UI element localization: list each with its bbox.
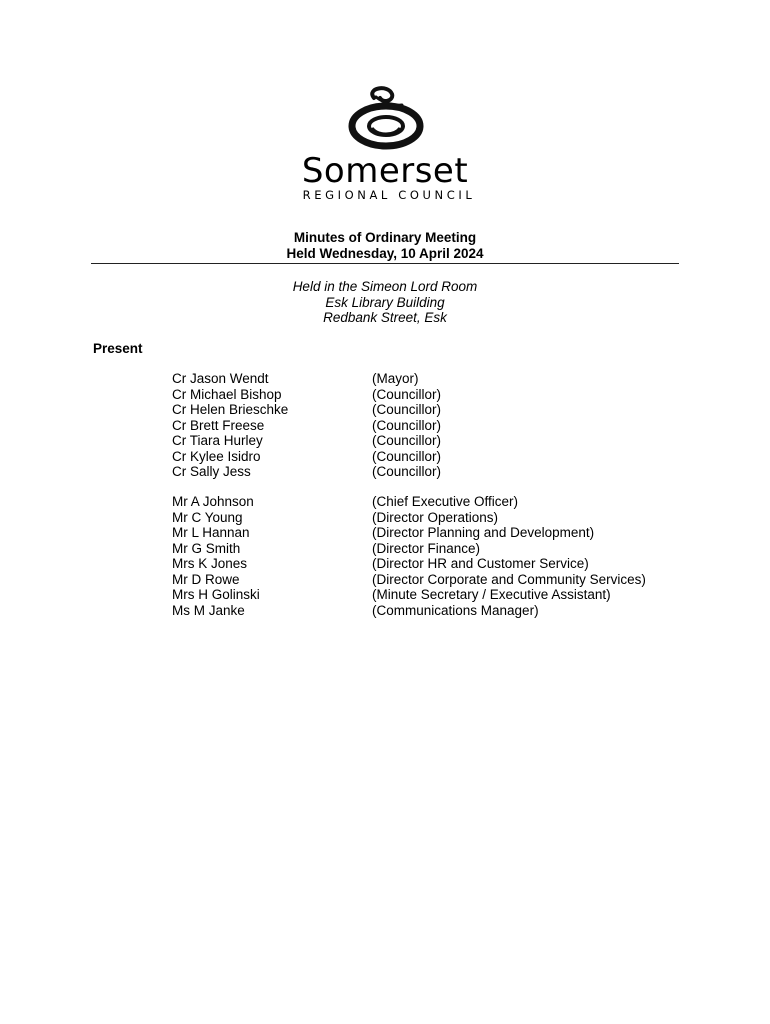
attendee-name: Mr G Smith <box>172 540 241 556</box>
attendee-row <box>172 418 692 434</box>
attendee-role: (Mayor) <box>372 371 419 386</box>
councillor-list <box>172 371 692 480</box>
attendee-name: Mr L Hannan <box>172 525 250 540</box>
attendee-row <box>172 510 692 526</box>
attendee-role: (Director Operations) <box>372 509 499 525</box>
attendee-role: (Minute Secretary / Executive Assistant) <box>372 587 611 602</box>
attendee-row <box>172 402 692 418</box>
attendee-role: (Councillor) <box>372 402 442 417</box>
attendee-role: (Communications Manager) <box>372 602 539 618</box>
attendee-name: Cr Sally Jess <box>172 464 251 479</box>
attendee-name: Mr A Johnson <box>172 494 254 509</box>
attendee-row <box>172 603 692 619</box>
attendee-name: Cr Michael Bishop <box>172 386 282 402</box>
attendee-row <box>172 449 692 465</box>
attendee-role: (Councillor) <box>372 448 442 464</box>
attendee-name: Cr Kylee Isidro <box>172 448 261 464</box>
attendee-row <box>172 433 692 449</box>
title-line-1: Minutes of Ordinary Meeting <box>293 230 477 245</box>
attendee-role: (Councillor) <box>372 433 442 448</box>
attendee-row <box>172 525 692 541</box>
present-heading: Present <box>93 341 143 356</box>
attendee-name: Cr Brett Freese <box>172 417 265 433</box>
attendee-role: (Councillor) <box>372 417 442 433</box>
attendee-row <box>172 572 692 588</box>
attendee-row <box>172 371 692 387</box>
attendee-role: (Councillor) <box>372 464 442 479</box>
attendee-name: Mr C Young <box>172 509 243 525</box>
attendee-name: Cr Jason Wendt <box>172 371 269 386</box>
title-line-2: Held Wednesday, 10 April 2024 <box>286 246 484 261</box>
logo-subtitle: REGIONAL COUNCIL <box>302 188 476 202</box>
attendee-row <box>172 587 692 603</box>
attendee-name: Cr Tiara Hurley <box>172 433 263 448</box>
attendee-row <box>172 494 692 510</box>
logo-wordmark: Somerset <box>301 151 469 191</box>
staff-list <box>172 494 692 618</box>
venue-building: Esk Library Building <box>325 294 445 310</box>
venue-street: Redbank Street, Esk <box>323 310 447 326</box>
attendee-row <box>172 387 692 403</box>
attendee-role: (Director Planning and Development) <box>372 525 595 540</box>
venue-room: Held in the Simeon Lord Room <box>292 279 478 294</box>
attendee-role: (Director HR and Customer Service) <box>372 556 589 571</box>
attendee-name: Ms M Janke <box>172 602 245 618</box>
meeting-venue <box>0 279 770 326</box>
council-logo <box>0 84 770 202</box>
attendee-name: Mrs K Jones <box>172 556 248 571</box>
attendee-role: (Director Finance) <box>372 540 481 556</box>
title-divider <box>91 263 679 264</box>
attendee-role: (Chief Executive Officer) <box>372 494 519 509</box>
attendee-role: (Councillor) <box>372 386 442 402</box>
attendee-name: Cr Helen Brieschke <box>172 402 289 417</box>
attendee-row <box>172 464 692 480</box>
attendee-name: Mr D Rowe <box>172 571 240 587</box>
document-title <box>0 230 770 262</box>
somerset-swirl-logo-icon <box>330 84 440 152</box>
attendee-role: (Director Corporate and Community Services) <box>372 571 646 587</box>
attendee-row <box>172 556 692 572</box>
attendee-name: Mrs H Golinski <box>172 587 260 602</box>
attendee-row <box>172 541 692 557</box>
